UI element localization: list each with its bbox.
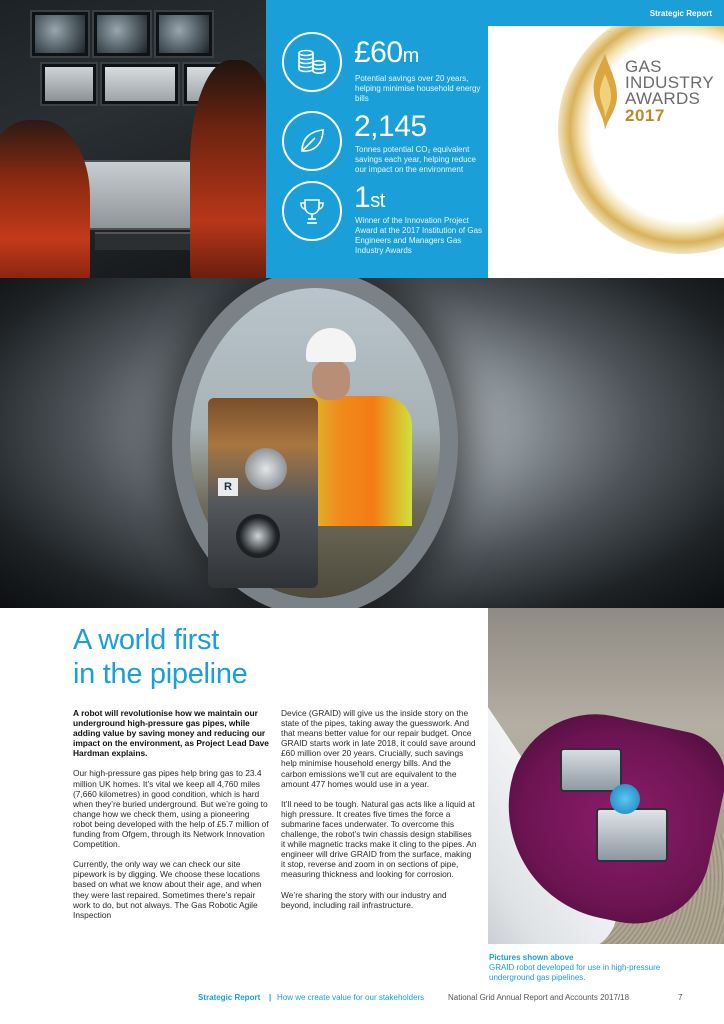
page-number: 7 [678,993,683,1002]
caption-title: Pictures shown above [489,953,574,962]
section-label: Strategic Report [649,9,712,18]
graid-robot-photo [488,608,724,944]
stat-description: Tonnes potential CO₂ equivalent savings each year, helping reduce our impact on the environment [355,145,476,174]
article-column-right [281,708,477,920]
stat-value: £60m [354,36,419,69]
award-logo-text: GAS [625,57,662,76]
article-paragraph: Our high-pressure gas pipes help bring gas to 23.4 million UK homes. It’s vital we keep all 4,760 miles (7,660 kilometres) in good condition, which is hard when they’re buried underground. But we’re going to change how we check them, using a pioneering robot being developed with the help of £5.7 million of funding from Ofgem, through its Network Innovation Competition. [73,768,269,850]
award-logo-text: INDUSTRY [625,73,714,92]
stat-description: Potential savings over 20 years, helping minimise household energy bills [355,74,481,103]
caption-text: GRAID robot developed for use in high-pressure underground gas pipelines. [489,963,661,982]
article-column-left [73,708,269,930]
award-logo-text: AWARDS [625,89,701,108]
stat-value: 1st [354,181,385,214]
article-title: A world first in the pipeline [73,624,248,690]
leaf-icon [282,111,342,171]
pipe-robot-photo [0,278,724,608]
robot-marker: R [218,478,238,496]
article-paragraph: We’re sharing the story with our industry and beyond, including rail infrastructure. [281,889,447,910]
award-year: 2017 [625,106,665,125]
article-paragraph: It’ll need to be tough. Natural gas acts like a liquid at high pressure. It creates five times the force a submarine faces underwater. To overcome this challenge, the robot’s twin chassis design stabilises it while magnetic tracks make it cling to the pipes. An engineer will drive GRAID from the surface, making it stop, reverse and zoom in on sections of pipe, measuring thickness and looking for corrosion. [281,798,477,880]
coins-icon [282,32,342,92]
article-paragraph: Device (GRAID) will give us the inside story on the state of the pipes, taking away the guesswork. And that means better value for our repair budget. Once GRAID starts work in late 2018, it could save around £60 million over 20 years. Crucially, such savings help minimise household energy bills. And the carbon emissions we’ll cut are equivalent to the amount 477 homes would use in a year. [281,708,476,789]
footer-separator: | [269,993,272,1002]
stat-description: Winner of the Innovation Project Award at the 2017 Institution of Gas Engineers and Managers Gas Industry Awards [355,216,483,255]
footer-section-link[interactable]: Strategic Report [198,993,261,1002]
footer-report-title: National Grid Annual Report and Accounts 2017/18 [448,993,630,1002]
stats-panel [266,0,488,278]
article-paragraph: Currently, the only way we can check our site pipework is by digging. We choose these locations based on what we know about their age, and when they were last repaired. Sometimes there’s repair work to do, but not always. The Gas Robotic Agile Inspection [73,859,262,920]
flame-icon [588,52,622,132]
footer-subtitle[interactable]: How we create value for our stakeholders [277,993,425,1002]
stat-value: 2,145 [354,110,427,143]
control-room-photo [0,0,266,278]
trophy-icon [282,181,342,241]
article-lead: A robot will revolutionise how we maintain our underground high-pressure gas pipes, while adding value by saving money and reducing our impact on the environment, as Project Lead Dave Hardman explains. [73,708,269,759]
gas-industry-awards-logo [488,0,724,278]
